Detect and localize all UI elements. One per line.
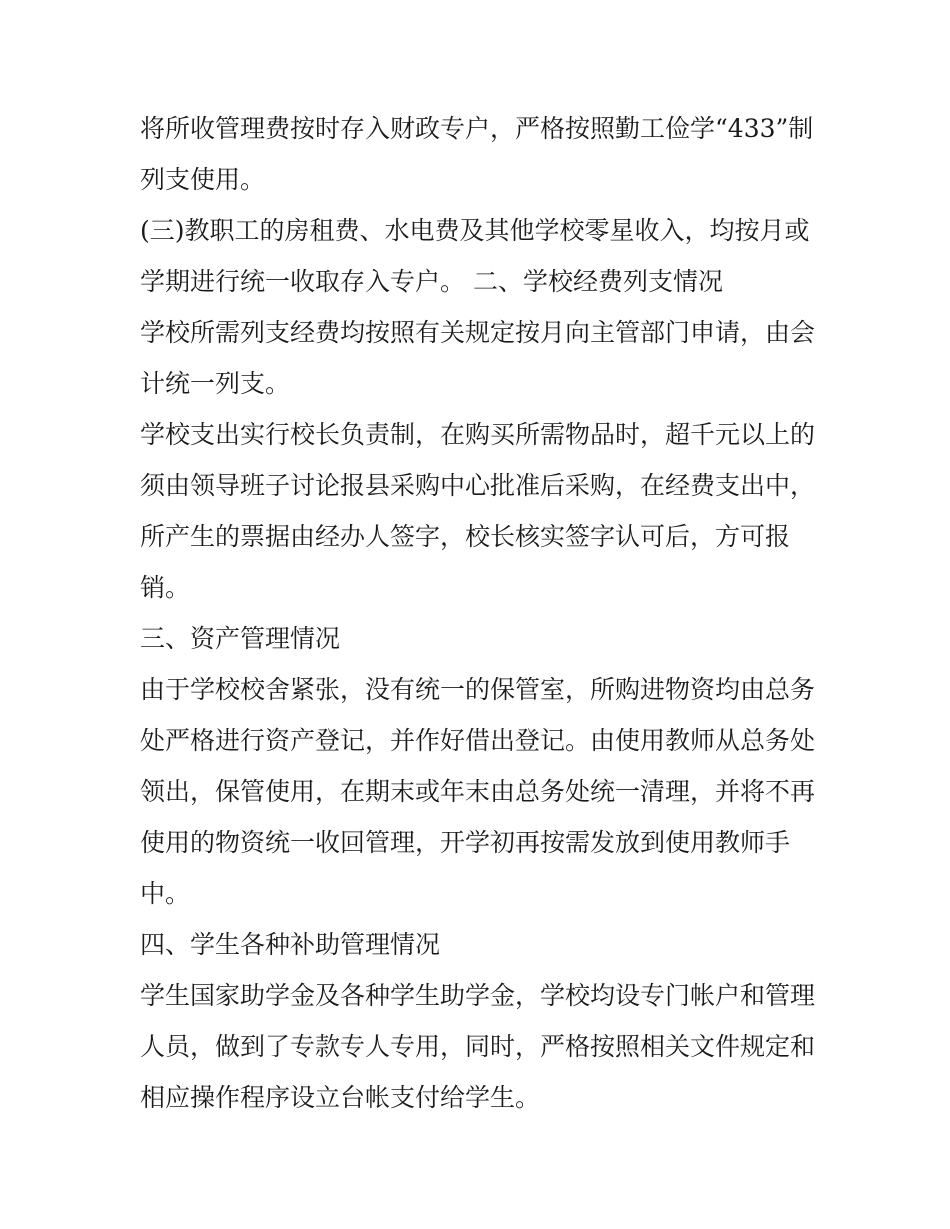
text-line: 相应操作程序设立台帐支付给学生。 [140, 1083, 541, 1112]
text-line: (三)教职工的房租费、水电费及其他学校零星收入，均按月或 [140, 216, 810, 245]
section-heading: 三、资产管理情况 [140, 624, 341, 653]
text-line: 使用的物资统一收回管理，开学初再按需发放到使用教师手 [140, 828, 791, 857]
text-line: 人员，做到了专款专人专用，同时，严格按照相关文件规定和 [140, 1032, 816, 1061]
text-line: 学生国家助学金及各种学生助学金，学校均设专门帐户和管理 [140, 981, 816, 1010]
section-heading: 四、学生各种补助管理情况 [140, 930, 441, 959]
text-line: 将所收管理费按时存入财政专户，严格按照勤工俭学“433”制 [140, 114, 814, 143]
text-line: 销。 [140, 573, 191, 602]
text-line: 由于学校校舍紧张，没有统一的保管室，所购进物资均由总务 [140, 675, 816, 704]
text-line: 学校所需列支经费均按照有关规定按月向主管部门申请，由会 [140, 318, 816, 347]
text-line: 计统一列支。 [140, 369, 291, 398]
text-line: 中。 [140, 879, 191, 908]
text-line: 须由领导班子讨论报县采购中心批准后采购，在经费支出中， [140, 471, 816, 500]
text-line: 学校支出实行校长负责制，在购买所需物品时，超千元以上的 [140, 420, 816, 449]
text-line: 领出，保管使用，在期末或年末由总务处统一清理，并将不再 [140, 777, 816, 806]
text-line: 所产生的票据由经办人签字，校长核实签字认可后，方可报 [140, 522, 791, 551]
document-body [140, 103, 820, 1123]
text-line: 列支使用。 [140, 165, 266, 194]
text-line: 处严格进行资产登记，并作好借出登记。由使用教师从总务处 [140, 726, 816, 755]
text-line: 学期进行统一收取存入专户。 二、学校经费列支情况 [140, 267, 723, 296]
